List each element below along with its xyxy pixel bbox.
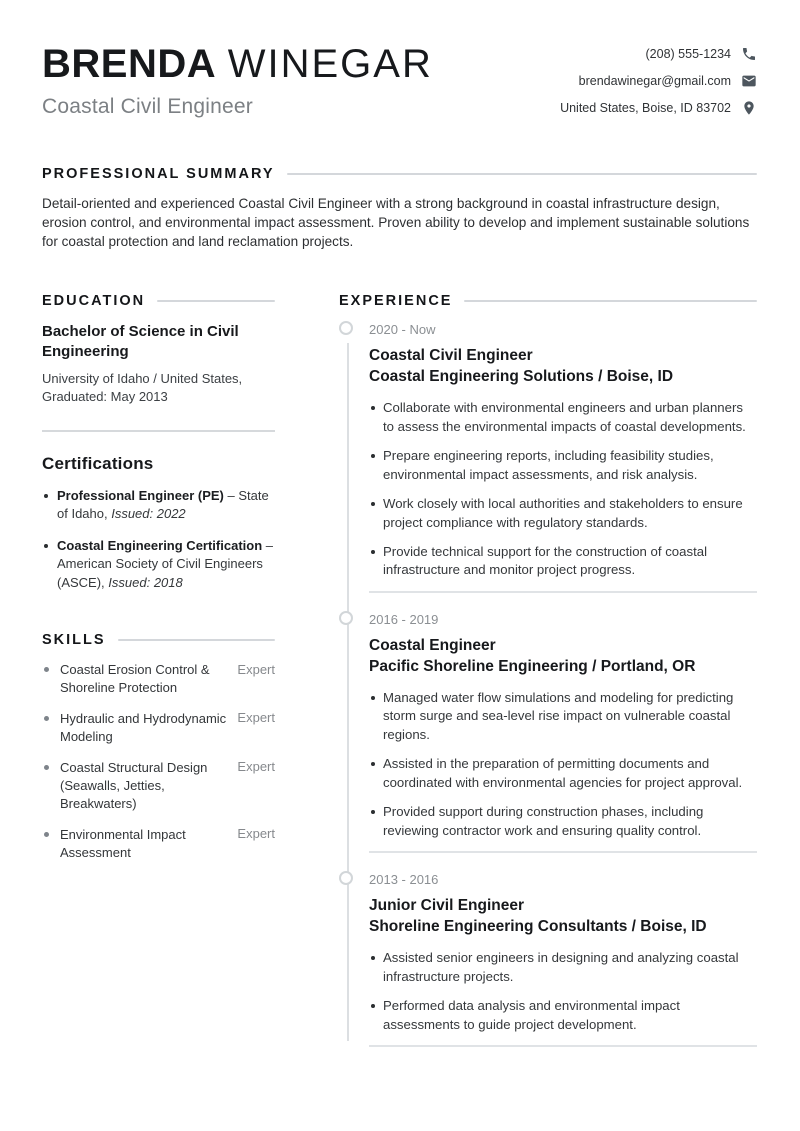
certification-issued: Issued: 2018 [108,574,183,590]
contact-block [560,44,757,116]
skill-name: Hydraulic and Hydrodynamic Modeling [60,710,227,744]
bullet-icon [44,716,49,721]
experience-job-title: Coastal Engineer [369,636,496,654]
left-column [42,293,275,1065]
certifications-list [42,487,275,592]
certification-detail: – State of Idaho, [57,487,269,522]
experience-bullet-list [369,399,757,580]
experience-company: Coastal Engineering Solutions / Boise, ID [369,368,674,386]
education-heading: EDUCATION [42,293,146,310]
bullet-icon [44,667,49,672]
skill-level: Expert [237,826,275,842]
map-pin-icon [741,100,757,116]
bullet-icon [44,832,49,837]
certification-item [42,487,275,524]
summary-section-header [42,166,757,182]
skill-name: Environmental Impact Assessment [60,826,186,860]
summary-section [42,166,757,251]
person-name [42,44,433,84]
certification-detail: – American Society of Civil Engineers (ASCE), [57,537,273,590]
contact-email-row [560,73,757,89]
divider [369,851,757,853]
divider [42,430,275,432]
experience-company: Pacific Shoreline Engineering / Portland, OR [369,657,696,675]
contact-location-row [560,100,757,116]
timeline-dot-icon [339,611,353,625]
skill-level: Expert [237,710,275,726]
certification-name: Coastal Engineering Certification [57,537,263,553]
experience-job-title: Coastal Civil Engineer [369,347,533,365]
experience-bullet: Managed water flow simulations and modeling for predicting storm surge and sea-level rise impact on vulnerable coastal regions. [369,689,757,744]
skill-item [42,710,275,746]
name-block [42,44,433,119]
school-details: University of Idaho / United States, Graduated: May 2013 [42,371,243,404]
skills-section [42,632,275,861]
experience-bullet: Collaborate with environmental engineers and urban planners to assess the environmental impacts of coastal developments. [369,399,757,436]
skill-name: Coastal Structural Design (Seawalls, Jetties, Breakwaters) [60,759,208,811]
summary-heading: PROFESSIONAL SUMMARY [42,166,275,182]
experience-dates: 2013 - 2016 [369,872,439,888]
degree-title: Bachelor of Science in Civil Engineering [42,323,239,360]
experience-bullet-list [369,949,757,1034]
location-text: United States, Boise, ID 83702 [560,101,731,115]
right-column [339,293,757,1065]
skill-level: Expert [237,661,275,677]
skill-item [42,759,275,813]
skills-section-header [42,632,275,648]
experience-bullet: Performed data analysis and environmental impact assessments to guide project development. [369,997,757,1034]
education-section-header [42,293,275,309]
experience-bullet: Assisted senior engineers in designing and analyzing coastal infrastructure projects. [369,949,757,986]
skill-name: Coastal Erosion Control & Shoreline Protection [60,662,210,696]
certification-name: Professional Engineer (PE) [57,487,224,503]
experience-bullet: Work closely with local authorities and stakeholders to ensure project compliance with regulatory standards. [369,495,757,532]
experience-entry [339,871,757,1047]
first-name: BRENDA [42,42,217,86]
experience-bullet-list [369,689,757,840]
experience-timeline [339,321,757,1047]
skills-heading: SKILLS [42,632,106,649]
last-name: WINEGAR [227,42,433,86]
envelope-icon [741,73,757,89]
divider [369,1045,757,1047]
summary-text: Detail-oriented and experienced Coastal Civil Engineer with a strong background in coastal infrastructure design, erosion control, and environmental impact assessment. Proven ability to develop and implement sustainable solutions for coastal protection and land reclamation projects. [42,196,750,249]
experience-entry [339,321,757,593]
skill-item [42,826,275,862]
phone-number: (208) 555-1234 [645,47,731,61]
experience-company: Shoreline Engineering Consultants / Boise, ID [369,918,707,936]
certification-item [42,537,275,592]
skill-level: Expert [237,759,275,775]
skill-item [42,661,275,697]
email-address: brendawinegar@gmail.com [578,74,731,88]
experience-dates: 2020 - Now [369,322,436,338]
experience-heading: EXPERIENCE [339,293,453,310]
header [42,44,757,119]
job-title-subtitle: Coastal Civil Engineer [42,95,253,118]
timeline-dot-icon [339,871,353,885]
section-rule [287,173,757,175]
experience-bullet: Provide technical support for the construction of coastal infrastructure and monitor project progress. [369,543,757,580]
section-rule [157,300,275,302]
bullet-icon [44,765,49,770]
divider [369,591,757,593]
experience-entry [339,611,757,853]
experience-bullet: Assisted in the preparation of permitting documents and coordinated with environmental agencies for project approval. [369,755,757,792]
section-rule [118,639,275,641]
timeline-dot-icon [339,321,353,335]
experience-bullet: Provided support during construction phases, including reviewing contractor work and ensuring quality control. [369,803,757,840]
experience-bullet: Prepare engineering reports, including feasibility studies, environmental impact assessments, and risk analysis. [369,447,757,484]
experience-job-title: Junior Civil Engineer [369,897,525,915]
skills-list [42,661,275,861]
certifications-heading: Certifications [42,453,154,473]
experience-dates: 2016 - 2019 [369,611,439,627]
experience-section-header [339,293,757,309]
contact-phone-row [560,46,757,62]
certification-issued: Issued: 2022 [111,506,186,522]
section-rule [464,300,757,302]
phone-icon [741,46,757,62]
two-column-body [42,293,757,1065]
